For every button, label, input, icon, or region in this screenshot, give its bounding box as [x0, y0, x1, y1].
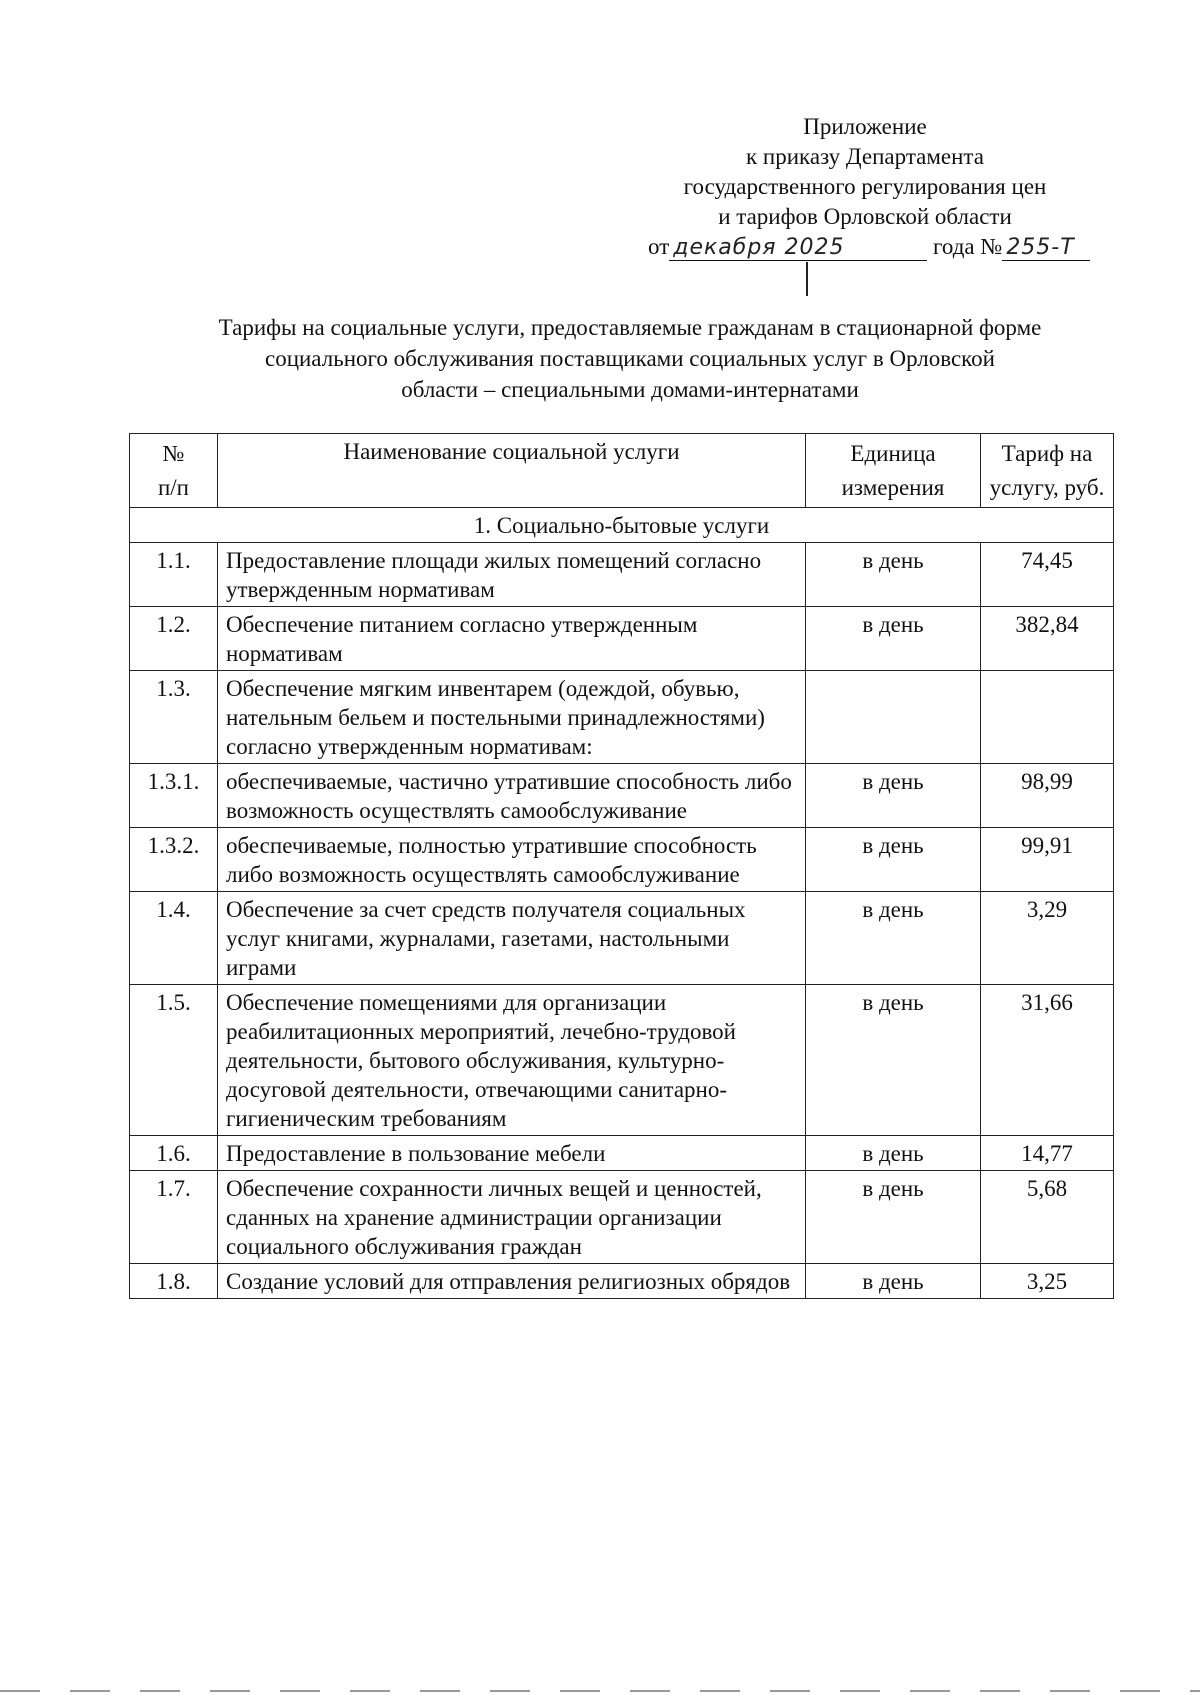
section-row [130, 508, 1114, 543]
header-number-symbol: № [162, 441, 185, 466]
table-row [130, 1171, 1114, 1264]
row-tariff: 382,84 [981, 607, 1114, 671]
row-service-name: обеспечиваемые, частично утратившие способность либо возможность осуществлять самообслуживание [218, 764, 806, 828]
row-unit: в день [806, 607, 981, 671]
row-unit: в день [806, 1264, 981, 1299]
row-service-name: Создание условий для отправления религиозных обрядов [218, 1264, 806, 1299]
row-unit: в день [806, 1171, 981, 1264]
document-title [130, 312, 1130, 405]
title-line-2: социального обслуживания поставщиками социальных услуг в Орловской [264, 346, 995, 371]
handwritten-order-number: 255-Т [1002, 236, 1090, 261]
row-tariff: 99,91 [981, 828, 1114, 892]
row-unit: в день [806, 828, 981, 892]
row-tariff [981, 671, 1114, 764]
row-number: 1.7. [130, 1171, 218, 1264]
handwritten-date: декабря 2025 [669, 236, 927, 261]
row-unit [806, 671, 981, 764]
row-number: 1.3.1. [130, 764, 218, 828]
row-tariff: 74,45 [981, 543, 1114, 607]
row-tariff: 3,29 [981, 892, 1114, 985]
row-service-name: Обеспечение мягким инвентарем (одеждой, обувью, нательным бельем и постельными принадлежностями) согласно утвержденным нормативам: [218, 671, 806, 764]
row-service-name: Обеспечение за счет средств получателя социальных услуг книгами, журналами, газетами, настольными играми [218, 892, 806, 985]
appendix-department-line: государственного регулирования цен [683, 174, 1047, 199]
appendix-block [620, 112, 1110, 262]
table-header-row [130, 434, 1114, 508]
table-row [130, 828, 1114, 892]
table-row [130, 671, 1114, 764]
table-row [130, 1264, 1114, 1299]
row-number: 1.4. [130, 892, 218, 985]
row-number: 1.5. [130, 985, 218, 1136]
row-tariff: 5,68 [981, 1171, 1114, 1264]
header-number [130, 434, 218, 508]
row-service-name: Обеспечение помещениями для организации реабилитационных мероприятий, лечебно-трудовой деятельности, бытового обслуживания, культурно-досуговой деятельности, отвечающими санитарно-гигиеническим требованиям [218, 985, 806, 1136]
row-number: 1.3. [130, 671, 218, 764]
appendix-date-line [620, 232, 1110, 262]
appendix-order-line: к приказу Департамента [746, 144, 984, 169]
row-service-name: Предоставление в пользование мебели [218, 1136, 806, 1171]
row-tariff: 98,99 [981, 764, 1114, 828]
header-service-name: Наименование социальной услуги [218, 434, 806, 508]
row-unit: в день [806, 1136, 981, 1171]
row-unit: в день [806, 985, 981, 1136]
table-row [130, 1136, 1114, 1171]
row-service-name: Обеспечение сохранности личных вещей и ценностей, сданных на хранение администрации организации социального обслуживания граждан [218, 1171, 806, 1264]
row-number: 1.2. [130, 607, 218, 671]
row-number: 1.1. [130, 543, 218, 607]
section-title: 1. Социально-бытовые услуги [130, 508, 1114, 543]
row-service-name: Предоставление площади жилых помещений согласно утвержденным нормативам [218, 543, 806, 607]
row-number: 1.8. [130, 1264, 218, 1299]
title-line-3: области – специальными домами-интернатами [401, 377, 859, 402]
tariffs-table [129, 433, 1114, 1299]
header-unit: Единица измерения [806, 434, 981, 508]
row-tariff: 3,25 [981, 1264, 1114, 1299]
row-unit: в день [806, 764, 981, 828]
title-line-1: Тарифы на социальные услуги, предоставляемые гражданам в стационарной форме [218, 315, 1042, 340]
appendix-title: Приложение [803, 114, 927, 139]
from-label: от [648, 234, 670, 259]
table-row [130, 985, 1114, 1136]
row-number: 1.3.2. [130, 828, 218, 892]
table-row [130, 892, 1114, 985]
row-tariff: 31,66 [981, 985, 1114, 1136]
table-row [130, 607, 1114, 671]
header-number-abbr: п/п [157, 475, 189, 500]
signature-stroke [806, 262, 808, 296]
row-service-name: Обеспечение питанием согласно утвержденным нормативам [218, 607, 806, 671]
appendix-region-line: и тарифов Орловской области [718, 204, 1012, 229]
row-tariff: 14,77 [981, 1136, 1114, 1171]
scan-edge-artifact [0, 1690, 1200, 1692]
row-number: 1.6. [130, 1136, 218, 1171]
table-row [130, 764, 1114, 828]
row-unit: в день [806, 892, 981, 985]
year-number-label: года № [933, 234, 1003, 259]
row-service-name: обеспечиваемые, полностью утратившие способность либо возможность осуществлять самообслуживание [218, 828, 806, 892]
row-unit: в день [806, 543, 981, 607]
header-tariff: Тариф на услугу, руб. [981, 434, 1114, 508]
table-row [130, 543, 1114, 607]
